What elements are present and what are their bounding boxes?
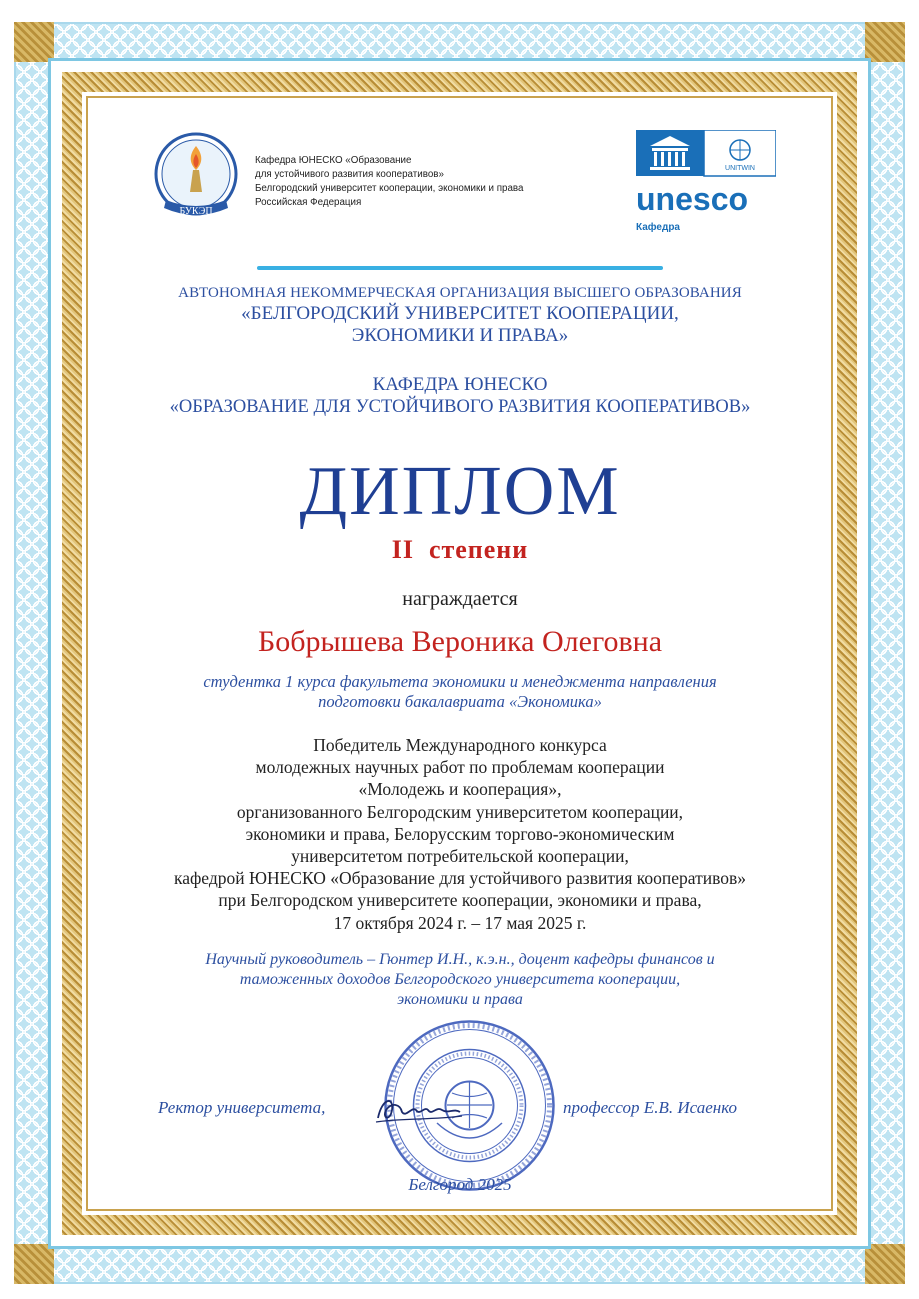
body-line: при Белгородском университете кооперации, экономики и права, [218,890,702,911]
rector-name: профессор Е.В. Исаенко [563,1098,737,1117]
university-name-line: ЭКОНОМИКИ И ПРАВА» [351,325,569,346]
university-name [110,303,810,347]
org-type-line: АВТОНОМНАЯ НЕКОММЕРЧЕСКАЯ ОРГАНИЗАЦИЯ ВЫСШЕГО ОБРАЗОВАНИЯ [178,285,742,301]
body-line: университетом потребительской кооперации, [291,846,629,867]
student-line: подготовки бакалавриата «Экономика» [318,692,602,711]
diploma-degree: II степени [391,535,529,564]
header-line: Кафедра ЮНЕСКО «Образование [255,155,412,166]
unesco-chair-logo [636,130,776,236]
svg-text:БУКЭП: БУКЭП [179,206,213,217]
rector-signature [372,1088,464,1128]
body-line: 17 октября 2024 г. – 17 мая 2025 г. [333,912,587,933]
city-year: Белгород 2025 [408,1175,512,1194]
body-line: молодежных научных работ по проблемам кооперации [255,757,665,778]
body-line: экономики и права, Белорусским торгово-экономическим [245,823,675,844]
header-line: Белгородский университет кооперации, экономики и права [255,183,524,194]
corner-ornament [14,22,54,62]
header-divider [257,266,663,270]
corner-ornament [14,1244,54,1284]
award-description [110,734,810,934]
header-department-info [255,154,523,210]
department-name: «ОБРАЗОВАНИЕ ДЛЯ УСТОЙЧИВОГО РАЗВИТИЯ КООПЕРАТИВОВ» [169,397,751,417]
body-line: Победитель Международного конкурса [313,735,607,755]
department-title: КАФЕДРА ЮНЕСКО [372,374,548,395]
svg-text:UNITWIN: UNITWIN [725,165,755,172]
body-line: кафедрой ЮНЕСКО «Образование для устойчивого развития кооперативов» [173,868,747,889]
rector-title: Ректор университета, [158,1098,326,1117]
body-line: организованного Белгородским университетом кооперации, [236,801,684,822]
supervisor-line: таможенных доходов Белгородского университета кооперации, [239,971,681,988]
diploma-title: ДИПЛОМ [299,453,621,530]
header-line: Российская Федерация [255,197,362,208]
university-name-line: «БЕЛГОРОДСКИЙ УНИВЕРСИТЕТ КООПЕРАЦИИ, [241,303,679,324]
student-line: студентка 1 курса факультета экономики и менеджмента направления [203,672,717,691]
supervisor-line: Научный руководитель – Гюнтер И.Н., к.э.н., доцент кафедры финансов и [205,951,715,968]
header-line: для устойчивого развития кооперативов» [255,169,444,180]
awarded-label: награждается [402,588,518,610]
svg-text:Кафедра: Кафедра [636,222,680,233]
university-emblem-logo [150,130,242,230]
supervisor-line: экономики и права [397,991,523,1008]
corner-ornament [865,22,905,62]
supervisor-info [120,950,800,1010]
body-line: «Молодежь и кооперация», [358,779,562,800]
recipient-name: Бобрышева Вероника Олеговна [257,625,663,658]
student-description [110,672,810,712]
corner-ornament [865,1244,905,1284]
svg-text:unesco: unesco [636,181,749,217]
